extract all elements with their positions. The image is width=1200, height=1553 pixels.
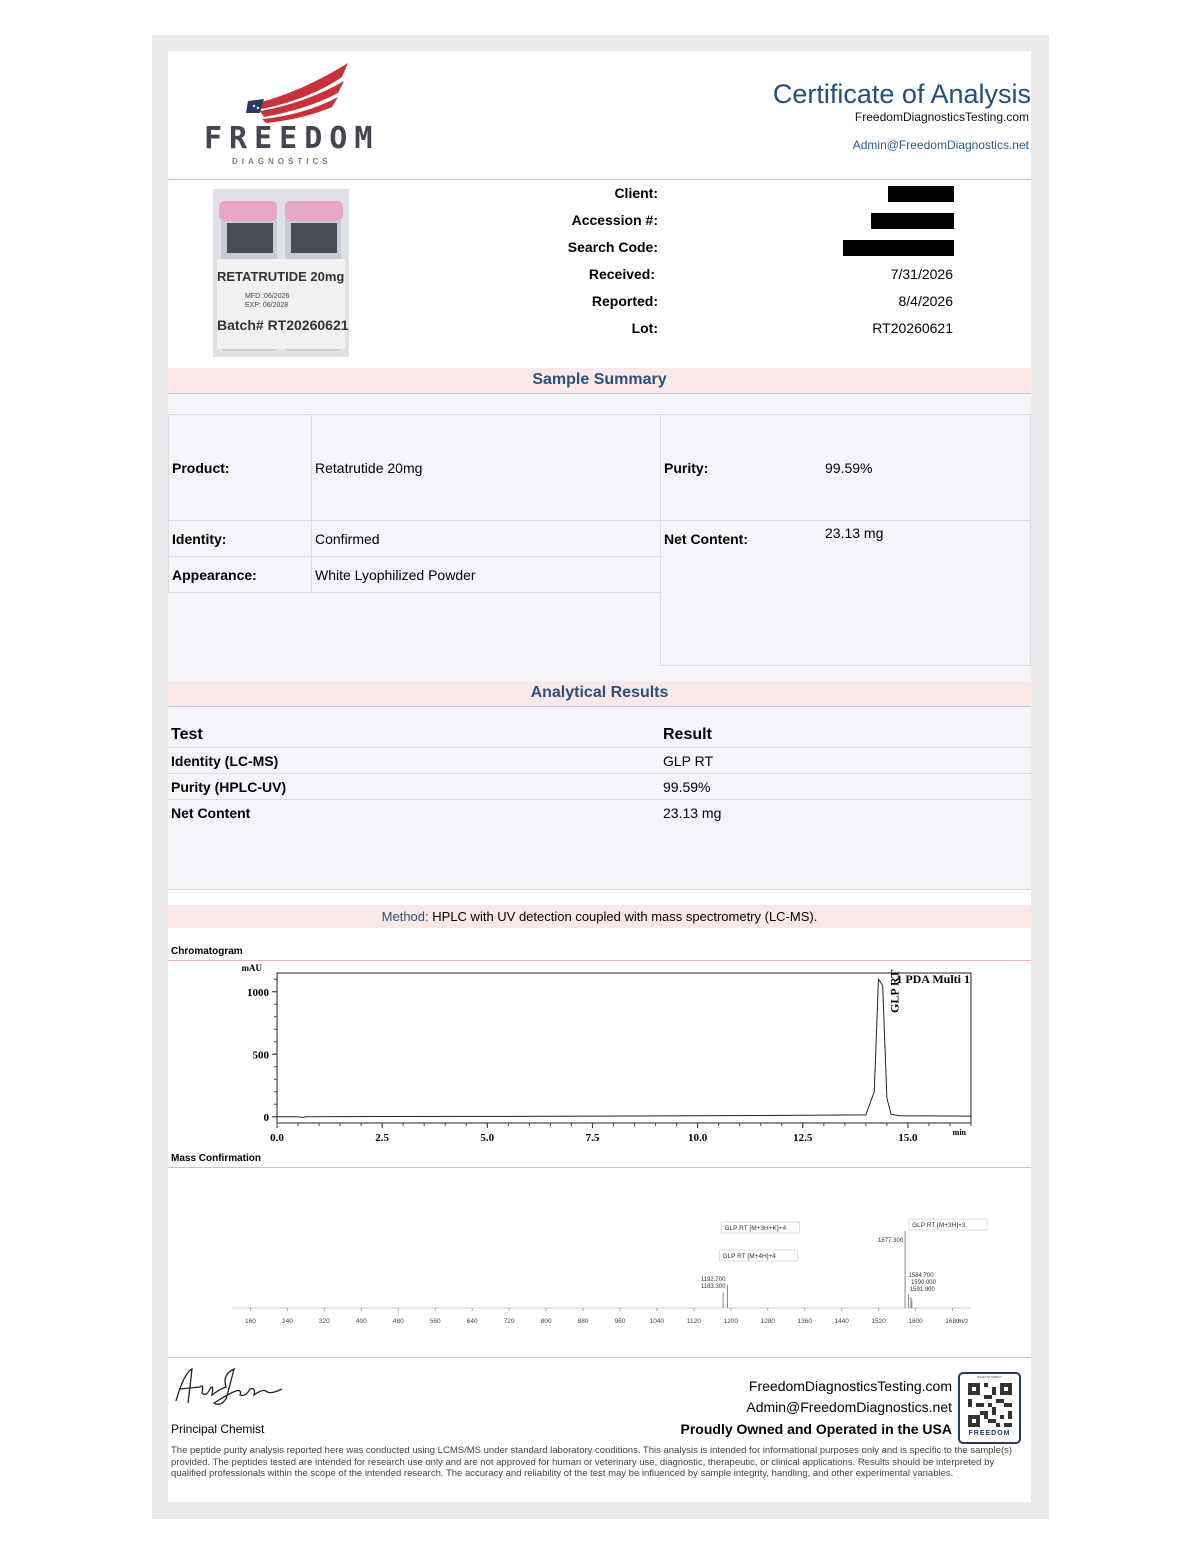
x-tick-label: 5.0 [480,1132,495,1144]
peak-value: 1577.300 [878,1238,904,1244]
x-tick-label: 720 [503,1318,515,1325]
x-tick-label: 1200 [723,1318,739,1325]
results-test: Net Content [171,805,251,821]
received-value: 7/31/2026 [890,266,953,282]
results-value: 23.13 mg [663,805,722,821]
x-tick-label: 400 [355,1318,367,1325]
footer-tagline: Proudly Owned and Operated in the USA [680,1421,952,1437]
vial-label-batch: Batch# RT20260621 [217,317,349,333]
channel-label: 1 PDA Multi 1 [896,972,970,986]
x-tick-label: 1440 [834,1318,849,1325]
qr-badge-top: SCAN TO VERIFY [977,1375,1002,1379]
vial-label-name: RETATRUTIDE 20mg [217,269,345,284]
signer-role: Principal Chemist [171,1422,265,1436]
results-value: GLP RT [663,753,714,769]
mass-spectrum-chart [168,1168,1031,1358]
identity-value-cell [311,520,661,557]
identity-label-cell [168,520,312,557]
analytical-results-title: Analytical Results [530,684,669,701]
x-tick-label: 560 [429,1318,441,1325]
results-test: Identity (LC-MS) [171,753,279,769]
client-redacted [888,186,954,202]
method-text: HPLC with UV detection coupled with mass spectrometry (LC-MS). [432,909,818,924]
vial-label-exp: EXP: 06/2028 [245,302,289,309]
client-label: Client: [614,185,658,201]
sample-summary-band [168,368,1031,394]
x-tick-label: 1040 [649,1318,665,1325]
net-content-label: Net Content: [664,531,748,547]
x-tick-label: 800 [540,1318,552,1325]
y-unit-label: mAU [241,963,262,973]
search-code-redacted [843,240,954,256]
peak-annotation [719,1250,797,1261]
peak-value: 1584.700 [908,1273,934,1279]
net-content-cell [660,520,1031,666]
x-unit-label: min [952,1128,966,1137]
x-tick-label: 160 [245,1318,256,1325]
method-prefix: Method: [381,909,429,924]
results-value: 99.59% [663,779,711,795]
product-label: Product: [172,460,230,476]
footer-email[interactable]: Admin@FreedomDiagnostics.net [746,1399,952,1415]
chromatogram-chart [168,961,1031,1151]
results-header-row [168,722,1031,748]
appearance-label: Appearance: [172,567,257,583]
mass-confirmation-label: Mass Confirmation [171,1153,262,1164]
page-title: Certificate of Analysis [772,79,1031,109]
chromatogram-label: Chromatogram [171,946,243,957]
logo [198,61,398,166]
y-tick-label: 500 [252,1049,269,1062]
peak-value: 1591.900 [909,1287,935,1293]
peak-annotation [721,1222,799,1233]
product-photo [213,189,349,357]
qr-badge[interactable] [958,1372,1021,1444]
method-band [168,905,1031,928]
x-tick-label: 880 [577,1318,589,1325]
purity-label: Purity: [664,460,709,476]
x-tick-label: 1280 [760,1318,776,1325]
annotation-text: GLP RT [M+4H]+4 [722,1253,776,1260]
footer-website[interactable]: FreedomDiagnosticsTesting.com [748,1378,952,1394]
identity-label: Identity: [172,531,227,547]
signature [170,1363,290,1411]
reported-value: 8/4/2026 [898,293,953,309]
accession-redacted [871,213,954,229]
peak-value: 1183.300 [700,1284,726,1290]
lot-value: RT20260621 [872,320,953,336]
x-tick-label: 1520 [871,1318,886,1325]
x-tick-label: 640 [466,1318,478,1325]
results-col-result: Result [663,726,712,743]
appearance-value: White Lyophilized Powder [315,567,476,583]
x-tick-label: 7.5 [585,1132,600,1144]
net-content-value: 23.13 mg [825,525,884,541]
x-tick-label: 960 [614,1318,626,1325]
results-row-net-content [168,800,1031,825]
qr-badge-label: FREEDOM [968,1430,1011,1437]
x-tick-label: 12.5 [793,1132,813,1144]
analytical-results-band [168,681,1031,707]
purity-value: 99.59% [825,460,873,476]
x-tick-label: 2.5 [375,1132,390,1144]
plot-frame [277,973,971,1123]
sample-summary-title: Sample Summary [532,371,667,388]
received-label: Received: [588,266,655,282]
x-tick-label: 15.0 [898,1132,918,1144]
product-value: Retatrutide 20mg [315,460,423,476]
x-tick-label: 320 [318,1318,330,1325]
peak-label: GLP RT [887,969,902,1013]
results-test: Purity (HPLC-UV) [171,779,287,795]
x-tick-label: 10.0 [687,1132,708,1144]
appearance-value-cell [311,556,661,593]
header-divider [168,179,1031,180]
purity-cell [660,414,1031,521]
y-tick-label: 1000 [247,986,269,999]
product-label-cell [168,414,312,521]
annotation-text: GLP RT [M+3H+K]+4 [724,1225,787,1232]
peak-annotation [909,1219,987,1230]
x-unit-label: m/z [957,1318,969,1325]
lot-label: Lot: [631,320,658,336]
logo-subtitle: DIAGNOSTICS [232,157,332,166]
y-tick-label: 0 [263,1111,269,1124]
header-email[interactable]: Admin@FreedomDiagnostics.net [852,138,1029,152]
certificate-page [168,51,1031,1502]
search-code-label: Search Code: [567,239,658,255]
results-row-purity [168,774,1031,800]
peak-value: 1192.700 [700,1277,726,1283]
vial-label-mfd: MFD: 06/2026 [245,293,290,300]
footer-divider [168,1357,1031,1358]
chromatogram-trace [277,979,971,1117]
x-tick-label: 1600 [908,1318,923,1325]
qr-code-icon [968,1383,1012,1427]
header-website[interactable]: FreedomDiagnosticsTesting.com [854,110,1029,124]
x-tick-label: 1360 [797,1318,812,1325]
x-tick-label: 1680 [945,1318,960,1325]
peak-value: 1590.000 [910,1280,936,1286]
logo-wordmark: FREEDOM [204,121,380,156]
product-value-cell [311,414,661,521]
x-tick-label: 1120 [686,1318,701,1325]
x-tick-label: 0.0 [270,1132,284,1144]
x-tick-label: 240 [281,1318,293,1325]
x-tick-label: 480 [392,1318,404,1325]
results-row-identity [168,748,1031,774]
appearance-label-cell [168,556,312,593]
results-col-test: Test [171,726,203,743]
annotation-text: GLP RT [M+3H]+3 [912,1222,966,1229]
identity-value: Confirmed [315,531,380,547]
accession-label: Accession #: [571,212,658,228]
reported-label: Reported: [591,293,658,309]
disclaimer: The peptide purity analysis reported here was conducted using LCMS/MS under standard laboratory conditions. This analysis is intended for informational purposes only and is specific to the sample(s) provided. The peptides tested are intended for research use only and are not approved for human or veterinary use, diagnostic, therapeutic, or clinical applications. Results should be interpreted by qualified professionals within the scope of the intended research. The accuracy and reliability of the test may be influenced by sample integrity, handling, and other experimental variables. [171,1445,1013,1479]
